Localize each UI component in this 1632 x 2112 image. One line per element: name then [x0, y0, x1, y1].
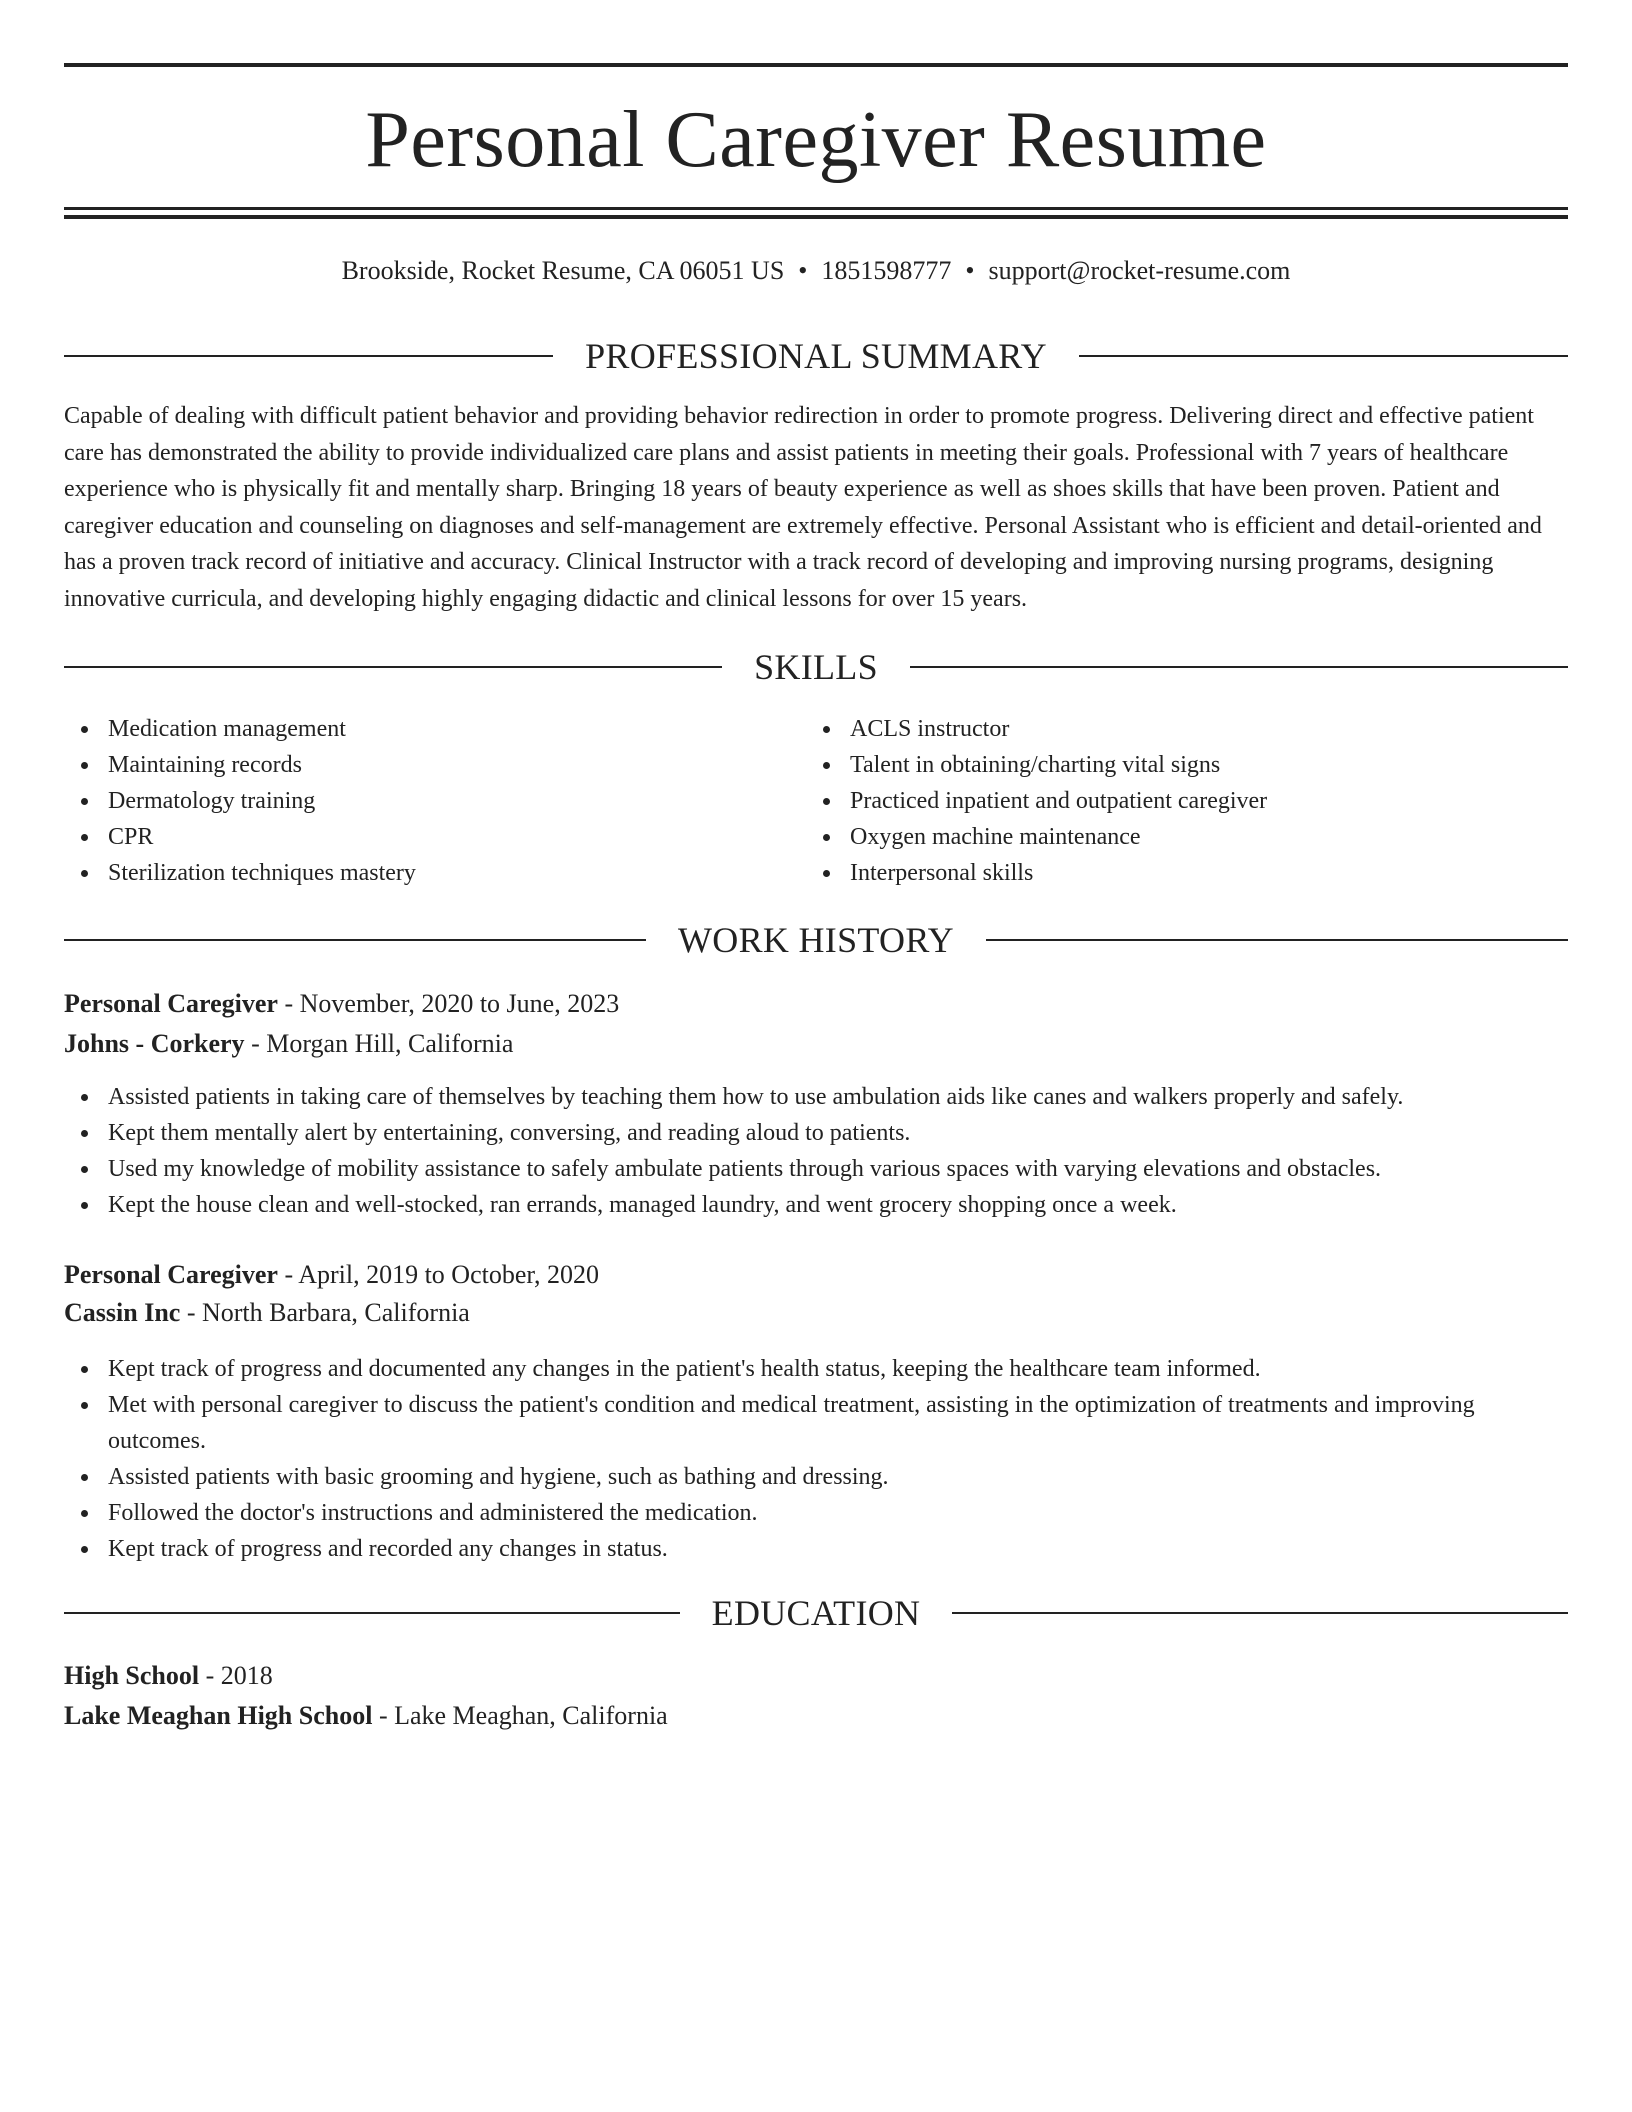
heading-rule-left	[64, 939, 646, 941]
summary-text: Capable of dealing with difficult patient behavior and providing behavior redirection in order to promote progress. Delivering direct and effective patient care has demonstrated the ability to provide individualized care plans and assist patients in meeting their goals. Professional with 7 years of healthcare experience who is physically fit and mentally sharp. Bringing 18 years of beauty experience as well as shoes skills that have been proven. Patient and caregiver education and counseling on diagnoses and self-management are extremely effective. Personal Assistant who is efficient and detail-oriented and has a proven track record of initiative and accuracy. Clinical Instructor with a track record of developing and improving nursing programs, designing innovative curricula, and developing highly engaging didactic and clinical lessons for over 15 years.	[64, 403, 1542, 612]
job-duty: Kept them mentally alert by entertaining, conversing, and reading aloud to patients.	[64, 1115, 1568, 1151]
job-dates: - November, 2020 to June, 2023	[277, 989, 620, 1018]
skill-item: Sterilization techniques mastery	[64, 855, 804, 891]
skill-item: Oxygen machine maintenance	[806, 819, 1568, 855]
contact-phone: 1851598777	[821, 256, 952, 285]
skills-heading	[64, 645, 1568, 689]
job-title-line	[64, 1257, 1568, 1293]
contact-separator: •	[798, 256, 808, 285]
summary-heading	[64, 334, 1568, 378]
heading-rule-left	[64, 666, 722, 668]
work-heading-label: WORK HISTORY	[678, 920, 954, 960]
job-company: Johns - Corkery	[64, 1029, 245, 1058]
education-school: Lake Meaghan High School	[64, 1701, 373, 1730]
education-location: - Lake Meaghan, California	[372, 1701, 668, 1730]
contact-email: support@rocket-resume.com	[988, 256, 1291, 285]
job-title: Personal Caregiver	[64, 1260, 278, 1289]
job-duties-list	[64, 1079, 1568, 1223]
job-title-line	[64, 986, 1568, 1022]
header-top-rule	[64, 63, 1568, 67]
education-degree-line	[64, 1658, 1568, 1694]
job-duties-list	[64, 1351, 1568, 1567]
skill-item: Interpersonal skills	[806, 855, 1568, 891]
contact-line	[64, 254, 1568, 288]
contact-separator: •	[965, 256, 975, 285]
job-duty: Assisted patients in taking care of themselves by teaching them how to use ambulation aids like canes and walkers properly and safely.	[64, 1079, 1568, 1115]
skills-heading-label: SKILLS	[754, 647, 878, 687]
job-duty: Met with personal caregiver to discuss the patient's condition and medical treatment, assisting in the optimization of treatments and improving outcomes.	[64, 1387, 1568, 1459]
resume-title: Personal Caregiver Resume	[365, 96, 1267, 184]
education-school-line	[64, 1698, 1568, 1734]
skills-list-right	[806, 711, 1568, 891]
skill-item: Maintaining records	[64, 747, 804, 783]
header-bottom-rule-lower	[64, 215, 1568, 219]
header-bottom-rule-upper	[64, 207, 1568, 210]
job-location: - North Barbara, California	[180, 1298, 470, 1327]
summary-heading-label: PROFESSIONAL SUMMARY	[585, 336, 1047, 376]
job-duty: Used my knowledge of mobility assistance to safely ambulate patients through various spaces with varying elevations and obstacles.	[64, 1151, 1568, 1187]
skill-item: Practiced inpatient and outpatient caregiver	[806, 783, 1568, 819]
skill-item: Dermatology training	[64, 783, 804, 819]
skills-list-left	[64, 711, 804, 891]
job-duty: Kept the house clean and well-stocked, ran errands, managed laundry, and went grocery shopping once a week.	[64, 1187, 1568, 1223]
heading-rule-right	[1079, 355, 1568, 357]
job-duty: Followed the doctor's instructions and administered the medication.	[64, 1495, 1568, 1531]
job-duty: Kept track of progress and documented any changes in the patient's health status, keeping the healthcare team informed.	[64, 1351, 1568, 1387]
job-title: Personal Caregiver	[64, 989, 278, 1018]
job-company: Cassin Inc	[64, 1298, 181, 1327]
job-dates: - April, 2019 to October, 2020	[277, 1260, 599, 1289]
heading-rule-left	[64, 1612, 680, 1614]
education-year: - 2018	[199, 1661, 273, 1690]
education-degree: High School	[64, 1661, 200, 1690]
skill-item: ACLS instructor	[806, 711, 1568, 747]
heading-rule-right	[986, 939, 1568, 941]
heading-rule-left	[64, 355, 553, 357]
job-location: - Morgan Hill, California	[244, 1029, 514, 1058]
education-heading	[64, 1591, 1568, 1635]
heading-rule-right	[952, 1612, 1568, 1614]
work-heading	[64, 918, 1568, 962]
job-duty: Assisted patients with basic grooming and hygiene, such as bathing and dressing.	[64, 1459, 1568, 1495]
contact-address: Brookside, Rocket Resume, CA 06051 US	[341, 256, 785, 285]
job-company-line	[64, 1026, 1568, 1062]
heading-rule-right	[910, 666, 1568, 668]
job-duty: Kept track of progress and recorded any changes in status.	[64, 1531, 1568, 1567]
education-heading-label: EDUCATION	[711, 1593, 921, 1633]
job-company-line	[64, 1295, 1568, 1331]
skill-item: Medication management	[64, 711, 804, 747]
skill-item: Talent in obtaining/charting vital signs	[806, 747, 1568, 783]
skill-item: CPR	[64, 819, 804, 855]
